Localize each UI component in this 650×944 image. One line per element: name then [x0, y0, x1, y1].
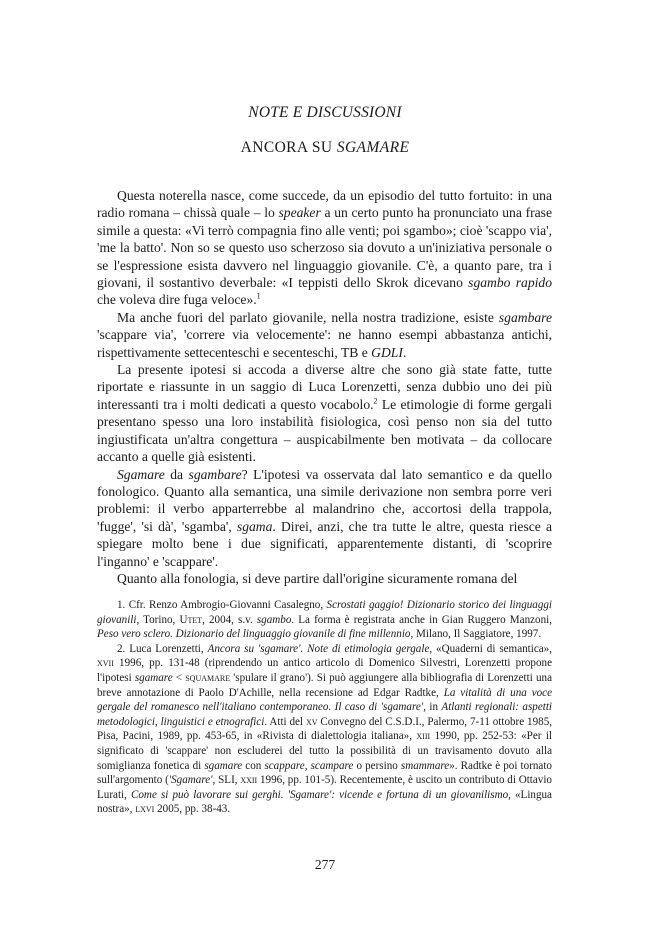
text-run: 1990, pp. 252-53: «Per il significato di 'scappare' non escluderei del tutto la possibilità di un travisamento dovuto alla somiglianza fonetica di	[97, 730, 552, 772]
footnote-ref-2[interactable]: 2	[373, 396, 378, 406]
body-paragraph-3	[97, 361, 552, 465]
text-run: , SLI,	[212, 774, 241, 787]
text-run: , Milano, Il Saggiatore, 1997.	[410, 628, 542, 641]
italic-run: 'Sgamare'	[168, 774, 213, 787]
italic-run: Come si può lavorare sui gerghi. 'Sgamare': vicende e fortuna di un giovanilismo	[130, 788, 509, 801]
text-run: 2005, pp. 38-43.	[154, 803, 231, 816]
italic-run: sgambare	[498, 309, 552, 325]
italic-run: Peso vero sclero. Dizionario del linguaggio giovanile di fine millennio	[97, 628, 411, 641]
text-run: a un certo punto ha pronunciato una frase simile a questa: «Vi terrò compagnia fino alle venti; poi sgambo»; cioè 'scappo via', 'me la batto'. Non so se questo uso scherzoso sia dovuto a un'iniziativa personale o se l'espressione esista davvero nel linguaggio giovanile. C'è, a quanto pare, tra i giovani, il sostantivo deverbale: «I teppisti dello Skrok dicevano	[97, 205, 552, 291]
text-run: Convegno del C.S.D.I., Palermo, 7-11 ottobre 1985, Pisa, Pacini, 1989, pp. 453-65, in «Rivista di dialettologia italiana»,	[97, 715, 553, 743]
footnote-2	[97, 642, 552, 817]
text-run: , «Quaderni di semantica»,	[429, 642, 552, 655]
footnotes	[97, 598, 552, 817]
text-run: <	[172, 671, 186, 684]
title-prefix: ANCORA SU	[240, 139, 337, 156]
body-paragraph-1	[97, 187, 552, 309]
body-paragraph-5	[97, 570, 552, 587]
footnote-ref-1[interactable]: 1	[256, 291, 261, 301]
italic-run: sgambare	[188, 466, 242, 482]
text-run: 'spulare il grano'). Si può aggiungere alla bibliografia di Lorenzetti una breve annotazione di Paolo D'Achille, nella recensione ad Edgar Radtke,	[97, 671, 552, 699]
small-caps-run: xvii	[97, 657, 114, 670]
text-run: La presente ipotesi si accoda a diverse altre che sono già state fatte, tutte riportate e riassunte in un saggio di Luca Lorenzetti, senza dubbio uno dei più interessanti tra i molti dedicati a questo vocabolo.	[97, 362, 552, 412]
italic-run: Ancora su 'sgamare'. Note di etimologia gergale	[207, 642, 430, 655]
text-run: . Direi, anzi, che tra tutte le altre, questa riesce a spiegare molto bene i due significati, apparentemente distanti, di 'scoprire l'inganno' e 'scappare'.	[97, 518, 552, 569]
text-run: , in	[423, 701, 442, 714]
article-body	[97, 187, 552, 587]
body-paragraph-4	[97, 466, 552, 570]
italic-run: La vitalità di una voce gergale del romanesco nell'italiano contemporaneo. Il caso di 'sgamare'	[97, 686, 553, 714]
italic-run: sgambo	[256, 613, 292, 626]
body-paragraph-2	[97, 309, 552, 361]
italic-run: speaker	[278, 205, 321, 221]
text-run: Le etimologie di forme gergali presentano spesso una loro instabilità fisiologica, così penso non sia del tutto ingiustificata un'altra congettura – auspicabilmente ben motivata – da collocare accanto a quelle già esistenti.	[97, 396, 553, 465]
text-run: 1996, pp. 131-48 (riprendendo un antico articolo di Domenico Silvestri, Lorenzetti propone l'ipotesi	[97, 657, 552, 684]
text-run: .	[402, 344, 407, 360]
text-run: con	[242, 759, 265, 772]
small-caps-run: Utet	[179, 613, 203, 626]
text-run: che voleva dire fuga veloce».	[97, 292, 257, 308]
section-header: NOTE E DISCUSSIONI	[248, 104, 402, 121]
text-run: Questa noterella nasce, come succede, da un episodio del tutto fortuito: in una radio romana – chissà quale – lo	[97, 188, 552, 221]
footnote-1	[97, 598, 552, 642]
text-run: . Atti del	[264, 715, 306, 728]
italic-run: Scrostati gaggio! Dizionario storico dei linguaggi giovanili	[97, 599, 553, 626]
small-caps-run: xv	[305, 715, 318, 728]
page-number: 277	[314, 857, 336, 872]
article-title	[0, 139, 650, 157]
italic-run: sgambo rapido	[468, 275, 552, 291]
text-run: 'scappare via', 'correre via velocemente': ne hanno esempi abbastanza antichi, rispettivamente settecenteschi e secenteschi, TB e	[97, 327, 552, 360]
italic-run: Atlanti regionali: aspetti metodologici, linguistici e etnografici	[97, 701, 552, 728]
italic-run: smammare	[400, 759, 450, 772]
text-run: da	[164, 466, 189, 482]
text-run: , Torino,	[136, 613, 180, 626]
italic-run: sgamare	[204, 759, 243, 772]
text-run: 1996, pp. 101-5). Recentemente, è uscito un contributo di Ottavio Lurati,	[97, 774, 552, 801]
italic-run: sgama	[236, 518, 273, 534]
text-run: ». Radtke è poi tornato sull'argomento (	[97, 759, 552, 787]
title-word: SGAMARE	[336, 139, 410, 156]
text-run: Ma anche fuori del parlato giovanile, nella nostra tradizione, esiste	[117, 309, 499, 325]
italic-run: sgamare	[134, 671, 173, 684]
italic-run: GDLI	[371, 344, 403, 360]
text-run: 1. Cfr. Renzo Ambrogio-Giovanni Casalegno,	[117, 599, 327, 611]
text-run: . La forma è registrata anche in Gian Ruggero Manzoni,	[291, 613, 552, 626]
text-run: , 2004, s.v.	[202, 613, 257, 626]
small-caps-run: squamare	[185, 671, 231, 684]
text-run: ? L'ipotesi va osservata dal lato semantico e da quello fonologico. Quanto alla semantica, una simile derivazione non sembra porre veri problemi: il verbo apparterrebbe al malandrino che, accortosi della trappola, 'fugge', 'si dà', 'sgamba',	[97, 466, 552, 534]
small-caps-run: lxvi	[135, 803, 155, 816]
small-caps-run: xiii	[416, 730, 431, 743]
text-run: , «Lingua nostra»,	[97, 788, 552, 816]
italic-run: Sgamare	[117, 466, 165, 482]
text-run: 2. Luca Lorenzetti,	[117, 642, 208, 655]
italic-run: scappare, scampare	[264, 759, 354, 772]
text-run: Quanto alla fonologia, si deve partire dall'origine sicuramente romana del	[117, 570, 518, 586]
text-run: o persino	[353, 759, 401, 772]
small-caps-run: xxii	[240, 774, 258, 787]
